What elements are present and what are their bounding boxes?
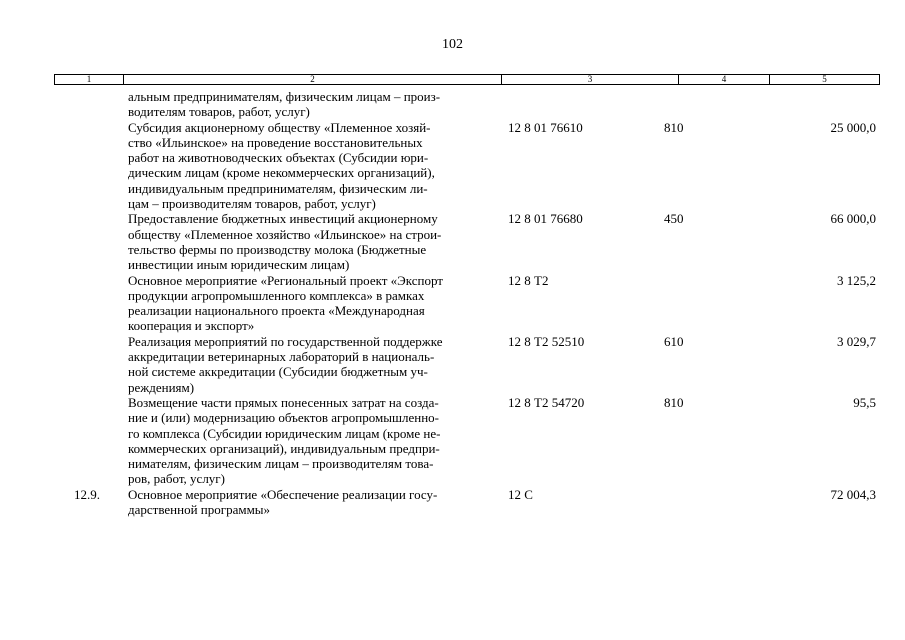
column-header-4: 4	[679, 75, 770, 84]
row-number: 12.9.	[74, 486, 100, 502]
row-amount: 3 125,2	[837, 272, 876, 288]
table-row	[54, 487, 880, 518]
table-row	[54, 273, 880, 334]
row-expense-type: 810	[664, 119, 684, 135]
row-name: Реализация мероприятий по государственной поддержке аккредитации ветеринарных лабораторий в националь- ной системе аккредитации (Субсидии бюджетным уч- реждениям)	[128, 333, 443, 395]
row-amount: 72 004,3	[830, 486, 876, 502]
row-code: 12 8 Т2 52510	[508, 333, 585, 349]
table-row	[54, 120, 880, 212]
row-code: 12 8 01 76680	[508, 211, 583, 227]
row-expense-type: 450	[664, 211, 684, 227]
column-header-5: 5	[822, 74, 827, 84]
row-name: Субсидия акционерному обществу «Племенное хозяй- ство «Ильинское» на проведение восстановительных работ на животноводческих объектах (Субсидии юри- дическим лицам (кроме некоммерческих организаций), индивидуальным предпринимателям, физическим ли- цам – производителям товаров, работ, услуг)	[128, 119, 435, 212]
column-header-3: 3	[502, 75, 679, 84]
row-code: 12 8 01 76610	[508, 119, 583, 135]
table-row	[54, 211, 880, 272]
table-row	[54, 395, 880, 487]
row-amount: 95,5	[853, 394, 876, 410]
row-expense-type: 810	[664, 394, 684, 410]
row-code: 12 8 Т2	[508, 272, 549, 288]
row-name: альным предпринимателям, физическим лицам – произ- водителям товаров, работ, услуг)	[128, 89, 441, 120]
row-name: Основное мероприятие «Региональный проект «Экспорт продукции агропромышленного комплекса» в рамках реализации национального проекта «Международная кооперация и экспорт»	[128, 272, 443, 334]
row-code: 12 8 Т2 54720	[508, 394, 585, 410]
table-row	[54, 89, 880, 120]
table-body	[54, 89, 880, 517]
table-row	[54, 334, 880, 395]
row-name: Основное мероприятие «Обеспечение реализации госу- дарственной программы»	[128, 486, 438, 518]
column-header-2: 2	[124, 75, 502, 84]
row-code: 12 С	[508, 486, 533, 502]
row-expense-type: 610	[664, 333, 684, 349]
table-header	[54, 74, 880, 85]
row-amount: 25 000,0	[830, 119, 876, 135]
row-name: Предоставление бюджетных инвестиций акционерному обществу «Племенное хозяйство «Ильинское» на строи- тельство фермы по производству молока (Бюджетные инвестиции иным юридическим лицам)	[128, 211, 442, 273]
row-amount: 3 029,7	[837, 333, 876, 349]
row-name: Возмещение части прямых понесенных затрат на созда- ние и (или) модернизацию объектов агропромышленно- го комплекса (Субсидии юридическим лицам (кроме не- коммерческих организаций), индивидуальным предпри- нимателям, физическим лицам – производителям това- ров, работ, услуг)	[128, 394, 441, 487]
row-amount: 66 000,0	[830, 211, 876, 227]
page-number: 102	[442, 37, 463, 52]
column-header-1: 1	[55, 75, 124, 84]
